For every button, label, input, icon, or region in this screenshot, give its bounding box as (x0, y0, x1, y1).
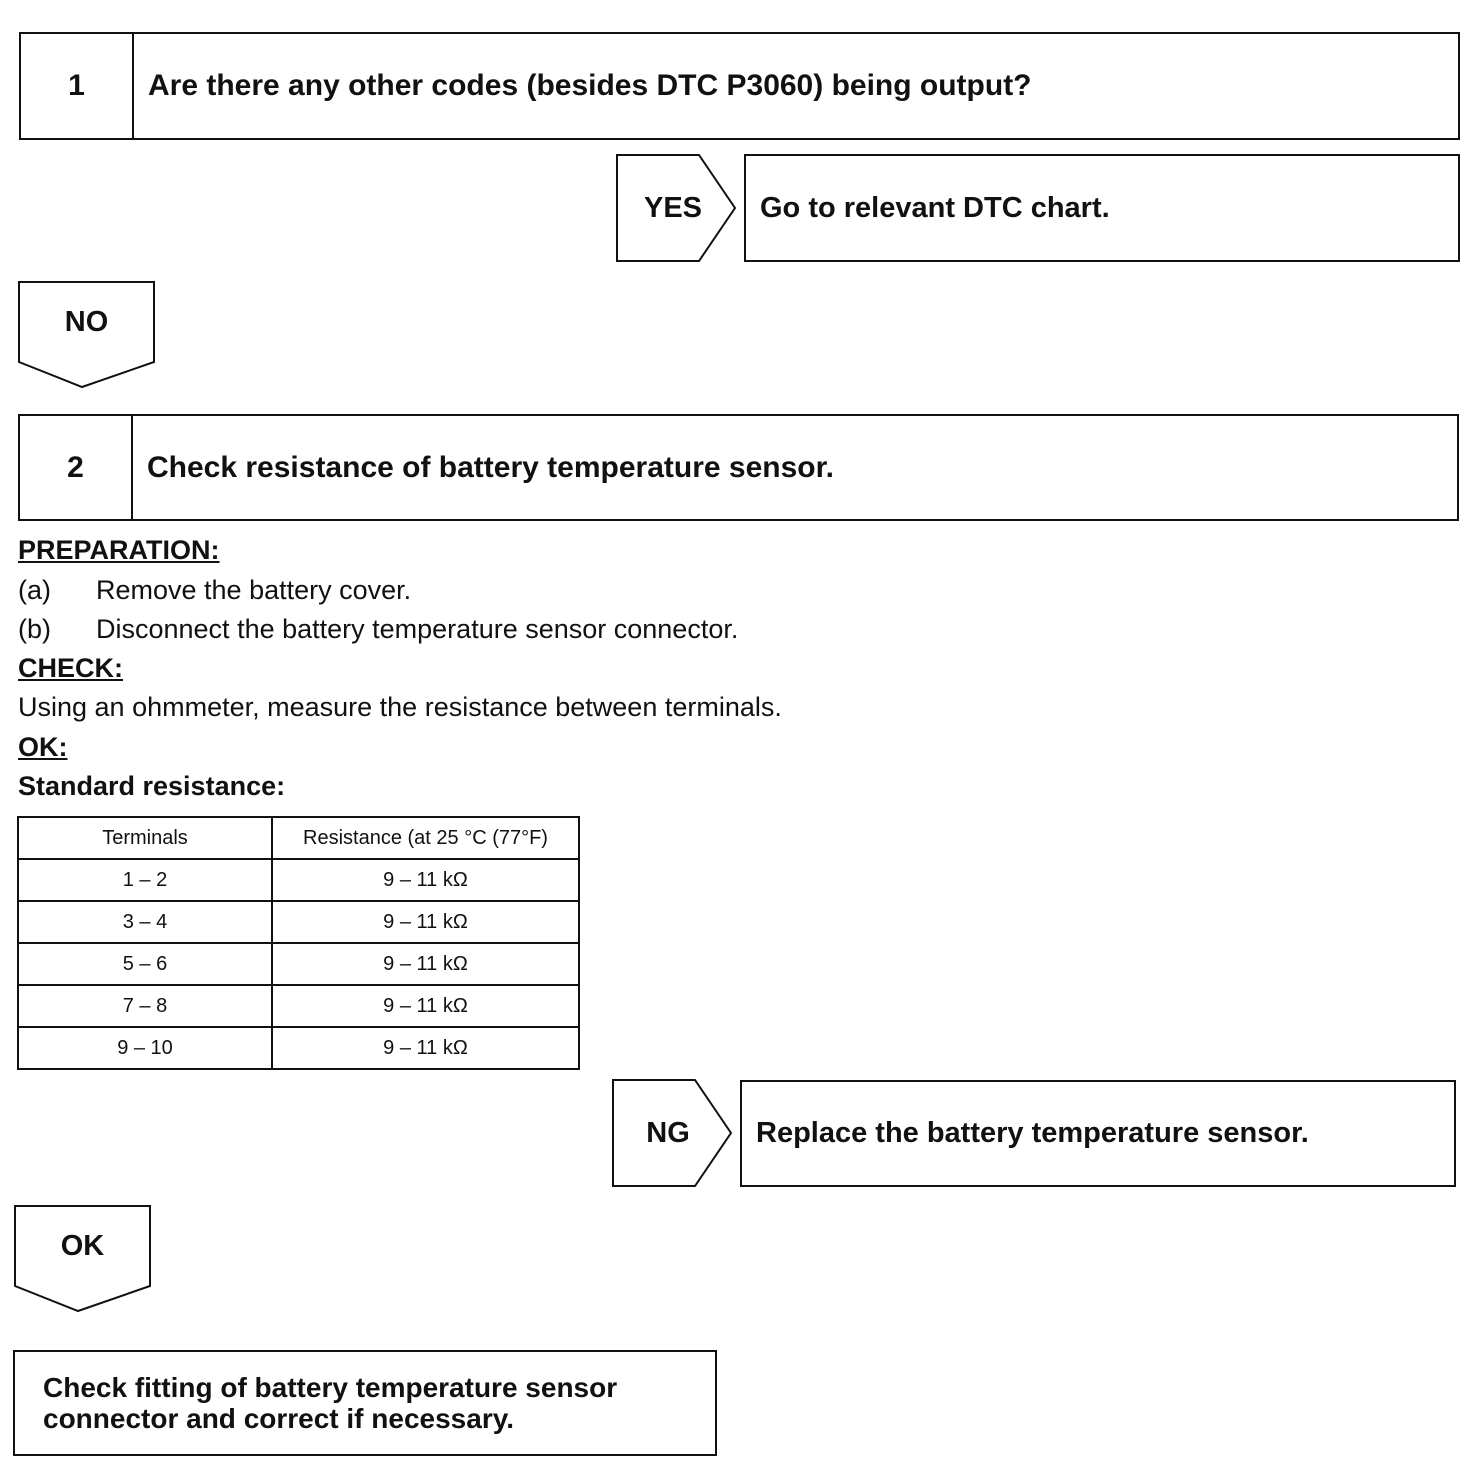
check-text: Using an ohmmeter, measure the resistance between terminals. (18, 692, 782, 722)
header-terminals: Terminals (18, 817, 272, 859)
step-2-number: 2 (67, 450, 84, 484)
ng-label: NG (646, 1116, 690, 1149)
prep-item-b-letter: (b) (18, 614, 51, 644)
ok-arrow-shape (0, 0, 300, 1400)
check-heading: CHECK: (18, 653, 123, 683)
step-2-title: Check resistance of battery temperature sensor. (131, 416, 1457, 519)
terminals-cell: 1 – 2 (18, 859, 272, 901)
no-label: NO (64, 305, 109, 338)
terminals-cell: 5 – 6 (18, 943, 272, 985)
step-1-question: Are there any other codes (besides DTC P3060) being output? (132, 34, 1458, 138)
standard-resistance-label: Standard resistance: (18, 771, 286, 801)
step-1-number: 1 (68, 69, 85, 102)
terminals-cell: 7 – 8 (18, 985, 272, 1027)
final-action-line-2: connector and correct if necessary. (43, 1403, 514, 1434)
resistance-cell: 9 – 11 kΩ (272, 901, 579, 943)
resistance-cell: 9 – 11 kΩ (272, 943, 579, 985)
final-action-line-1: Check fitting of battery temperature sensor (43, 1372, 618, 1403)
resistance-cell: 9 – 11 kΩ (272, 1027, 579, 1069)
prep-item-a-letter: (a) (18, 575, 51, 605)
resistance-cell: 9 – 11 kΩ (272, 985, 579, 1027)
resistance-cell: 9 – 11 kΩ (272, 859, 579, 901)
yes-label: YES (643, 191, 703, 224)
ok-heading: OK: (18, 732, 68, 762)
final-action-box (13, 1350, 717, 1456)
prep-item-b-text: Disconnect the battery temperature sensor connector. (96, 614, 739, 644)
preparation-heading: PREPARATION: (18, 535, 220, 565)
ok-label: OK (60, 1229, 105, 1262)
terminals-cell: 3 – 4 (18, 901, 272, 943)
terminals-cell: 9 – 10 (18, 1027, 272, 1069)
prep-item-a-text: Remove the battery cover. (96, 575, 412, 605)
yes-result-box: Go to relevant DTC chart. (744, 154, 1460, 262)
ng-result-box: Replace the battery temperature sensor. (740, 1080, 1456, 1187)
header-resistance: Resistance (at 25 °C (77°F) (272, 817, 579, 859)
